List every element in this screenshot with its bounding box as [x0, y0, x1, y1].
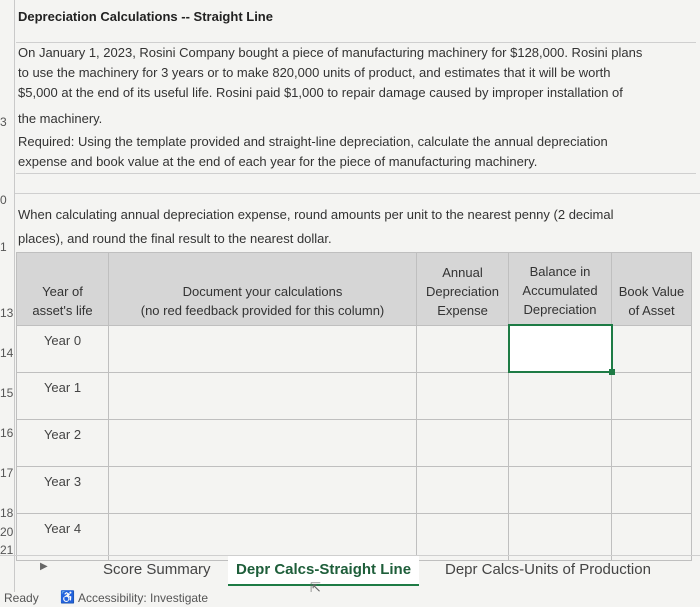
header-text: Accumulated [522, 283, 598, 298]
book-value-cell[interactable] [612, 372, 692, 419]
table-row [17, 372, 692, 419]
annual-depreciation-cell[interactable] [417, 419, 509, 466]
header-text: Depreciation [426, 283, 499, 299]
rounding-line: When calculating annual depreciation expense, round amounts per unit to the nearest penny (2 decimal [18, 207, 614, 222]
accumulated-depreciation-cell[interactable] [509, 466, 612, 513]
row-number[interactable]: 17 [0, 466, 14, 480]
sheet-tab-bar [0, 555, 700, 595]
accessibility-status[interactable]: Accessibility: Investigate [78, 591, 209, 605]
accumulated-depreciation-cell-selected[interactable] [509, 325, 612, 372]
grid-line [15, 193, 700, 194]
header-text: (no red feedback provided for this column) [140, 302, 385, 318]
problem-line: to use the machinery for 3 years or to make 820,000 units of product, and estimates that it will be worth [18, 65, 611, 80]
row-number[interactable]: 20 [0, 525, 14, 539]
annual-depreciation-cell[interactable] [417, 325, 509, 372]
required-line: Required: Using the template provided and straight-line depreciation, calculate the annual depreciation [18, 134, 608, 149]
row-number[interactable]: 3 [0, 115, 7, 129]
table-row [17, 513, 692, 560]
table-row [17, 325, 692, 372]
status-bar [0, 587, 700, 607]
tab-depr-calcs-units-of-production[interactable]: Depr Calcs-Units of Production [445, 561, 651, 578]
row-number[interactable]: 0 [0, 193, 7, 207]
header-annual-depreciation [417, 253, 509, 326]
annual-depreciation-cell[interactable] [417, 466, 509, 513]
book-value-cell[interactable] [612, 466, 692, 513]
header-text: Year of [42, 283, 83, 299]
header-book-value [612, 253, 692, 326]
header-text: of Asset [628, 302, 675, 318]
row-number[interactable]: 13 [0, 306, 14, 320]
annual-depreciation-cell[interactable] [417, 372, 509, 419]
calc-cell[interactable] [109, 372, 417, 419]
header-accumulated-depreciation [509, 253, 612, 326]
header-calculations [109, 253, 417, 326]
status-ready: Ready [4, 591, 39, 605]
accumulated-depreciation-cell[interactable] [509, 419, 612, 466]
depreciation-table [16, 252, 691, 561]
table-row [17, 466, 692, 513]
year-cell[interactable]: Year 3 [17, 466, 109, 513]
scroll-right-icon[interactable]: ▶ [40, 561, 48, 572]
gutter-divider [14, 0, 15, 592]
calc-cell[interactable] [109, 419, 417, 466]
row-number[interactable]: 18 [0, 506, 14, 520]
header-year-of-life [17, 253, 109, 326]
year-cell[interactable]: Year 2 [17, 419, 109, 466]
sheet-title: Depreciation Calculations -- Straight Line [18, 9, 273, 24]
table-row [17, 419, 692, 466]
header-text: asset's life [32, 302, 93, 318]
header-text: Annual [442, 264, 483, 280]
accumulated-depreciation-cell[interactable] [509, 372, 612, 419]
calc-cell[interactable] [109, 513, 417, 560]
rounding-line: places), and round the final result to the nearest dollar. [18, 231, 332, 246]
annual-depreciation-cell[interactable] [417, 513, 509, 560]
year-cell[interactable]: Year 0 [17, 325, 109, 372]
row-number[interactable]: 15 [0, 386, 14, 400]
header-text: Book Value [618, 283, 685, 299]
book-value-cell[interactable] [612, 419, 692, 466]
header-text: Expense [437, 302, 488, 318]
row-number[interactable]: 16 [0, 426, 14, 440]
header-text: Depreciation [523, 302, 597, 317]
header-text: Document your calculations [182, 283, 343, 299]
header-text: Balance in [529, 264, 591, 279]
fill-handle[interactable] [609, 369, 615, 375]
row-number[interactable]: 21 [0, 543, 14, 557]
required-line: expense and book value at the end of each year for the piece of manufacturing machinery. [18, 154, 538, 169]
year-cell[interactable]: Year 4 [17, 513, 109, 560]
calc-cell[interactable] [109, 325, 417, 372]
mouse-cursor-icon: ⇱ [310, 580, 321, 595]
problem-line: On January 1, 2023, Rosini Company bought a piece of manufacturing machinery for $128,000. Rosini plans [18, 45, 643, 60]
year-cell[interactable]: Year 1 [17, 372, 109, 419]
calc-cell[interactable] [109, 466, 417, 513]
problem-line: $5,000 at the end of its useful life. Rosini paid $1,000 to repair damage caused by improper installation of [18, 85, 623, 100]
tab-score-summary[interactable]: Score Summary [103, 561, 211, 578]
row-number[interactable]: 1 [0, 240, 7, 254]
book-value-cell[interactable] [612, 325, 692, 372]
accessibility-icon[interactable]: ♿ [60, 590, 75, 604]
book-value-cell[interactable] [612, 513, 692, 560]
accumulated-depreciation-cell[interactable] [509, 513, 612, 560]
tab-depr-calcs-straight-line[interactable]: Depr Calcs-Straight Line [228, 556, 419, 586]
problem-line: the machinery. [18, 111, 103, 126]
row-number[interactable]: 14 [0, 346, 14, 360]
